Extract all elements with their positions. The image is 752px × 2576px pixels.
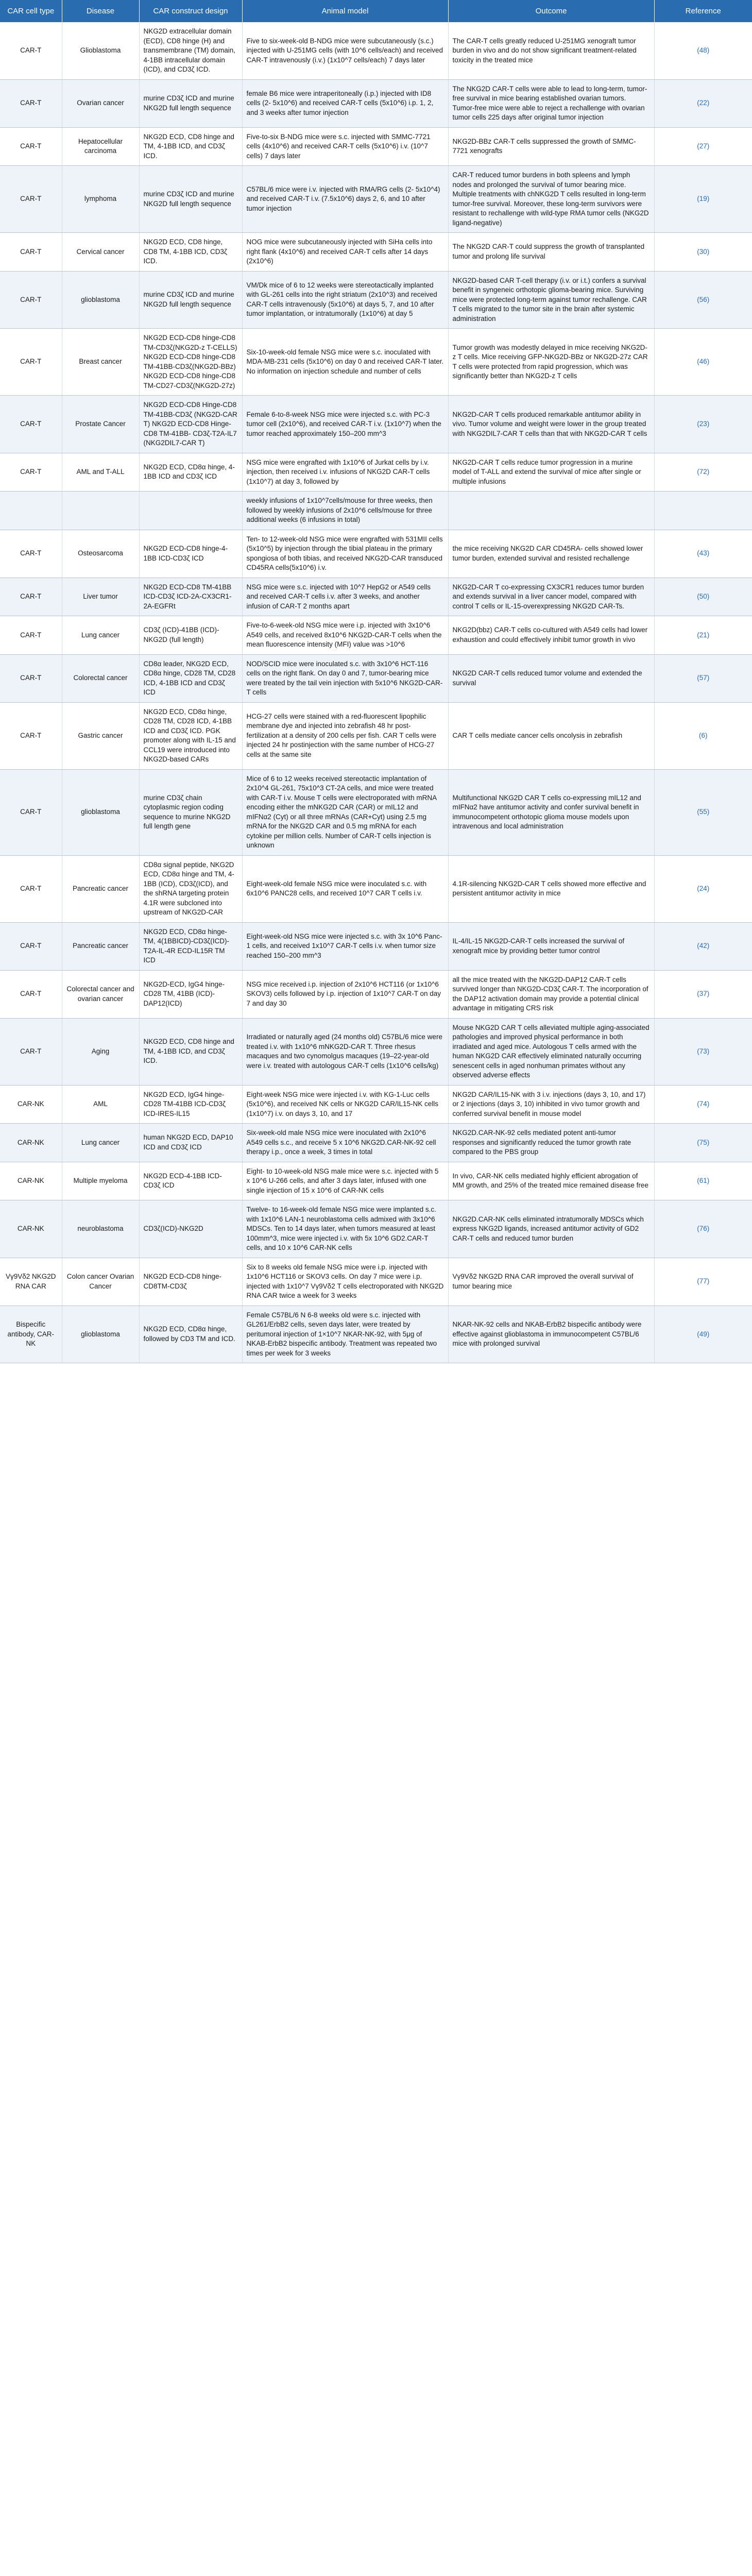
cell-disease: lymphoma — [62, 166, 139, 233]
header-car-construct-design: CAR construct design — [139, 0, 242, 22]
cell-disease: Hepatocellular carcinoma — [62, 127, 139, 166]
table-row — [0, 702, 752, 769]
cell-disease: Glioblastoma — [62, 22, 139, 79]
reference-link[interactable]: (56) — [697, 295, 710, 303]
reference-link[interactable]: (6) — [699, 731, 708, 739]
cell-disease: Breast cancer — [62, 329, 139, 396]
cell-construct-design: NKG2D ECD, CD8α hinge, followed by CD3 TM and ICD. — [139, 1306, 242, 1363]
cell-disease: glioblastoma — [62, 769, 139, 855]
cell-car-type: CAR-T — [0, 578, 62, 616]
cell-reference — [654, 271, 752, 329]
header-disease: Disease — [62, 0, 139, 22]
cell-outcome: NKG2D.CAR-NK cells eliminated intratumorally MDSCs which express NKG2D ligands, increased antitumor activity of GD2 CAR-T cells and reduced tumor burden — [448, 1200, 654, 1258]
cell-construct-design: CD8α signal peptide, NKG2D ECD, CD8α hinge and TM, 4-1BB (ICD), CD3ζ(ICD), and the shRNA targeting protein 4.1R were subcloned into upstream of NKG2D-CAR — [139, 855, 242, 922]
cell-animal-model: Six-10-week-old female NSG mice were s.c. inoculated with MDA-MB-231 cells (5x10^6) on day 0 and received CAR-T later. No information on injection schedule and number of cells — [242, 329, 448, 396]
cell-construct-design: murine CD3ζ ICD and murine NKG2D full length sequence — [139, 271, 242, 329]
table-row — [0, 22, 752, 79]
cell-construct-design: NKG2D ECD, CD8α hinge, CD28 TM, CD28 ICD, 4-1BB ICD and CD3ζ ICD. PGK promoter along with IL-15 and CCL19 were introduced into NKG2D-based CARs — [139, 702, 242, 769]
table-row — [0, 329, 752, 396]
table-row — [0, 1258, 752, 1306]
cell-animal-model: Eight-week-old female NSG mice were inoculated s.c. with 6x10^6 PANC28 cells, and received 10^7 CAR T cells i.v. — [242, 855, 448, 922]
table-row — [0, 127, 752, 166]
cell-car-type: CAR-T — [0, 166, 62, 233]
cell-construct-design: NKG2D ECD-CD8 hinge-4-1BB ICD-CD3ζ ICD — [139, 530, 242, 578]
table-row — [0, 233, 752, 272]
cell-construct-design: NKG2D ECD-CD8 hinge-CD8 TM-CD3ζ(NKG2D-z T-CELLS) NKG2D ECD-CD8 hinge-CD8 TM-41BB-CD3ζ(NKG2D-BBz) NKG2D ECD-CD8 hinge-CD8 TM-CD27-CD3ζ(NKG2D-27z) — [139, 329, 242, 396]
reference-link[interactable]: (42) — [697, 942, 710, 950]
reference-link[interactable]: (46) — [697, 358, 710, 366]
cell-disease: Colorectal cancer — [62, 654, 139, 702]
cell-reference — [654, 1306, 752, 1363]
cell-animal-model: Five to six-week-old B-NDG mice were subcutaneously (s.c.) injected with U-251MG cells (with 10^6 cells/each) and received CAR-T intravenously (i.v.) (1x10^7 cells/each) 7 days later — [242, 22, 448, 79]
cell-disease: Pancreatic cancer — [62, 922, 139, 970]
cell-car-type: CAR-T — [0, 702, 62, 769]
table-row — [0, 271, 752, 329]
reference-link[interactable]: (43) — [697, 549, 710, 557]
cell-animal-model: Twelve- to 16-week-old female NSG mice were implanted s.c. with 1x10^6 LAN-1 neuroblastoma cells admixed with 3x10^6 MDSCs. Ten to 14 days later, when tumors measured at least 100mm^3, mice were injected i.v. with 5x 10^6 GD2.CAR-T cells, and 10 x 10^6 CAR-NK cells — [242, 1200, 448, 1258]
cell-disease: Colorectal cancer and ovarian cancer — [62, 970, 139, 1018]
cell-outcome: NKG2D-CAR T co-expressing CX3CR1 reduces tumor burden and extends survival in a liver cancer model, compared with control T cells or IL-15-overexpressing NKG2D CAR-Ts. — [448, 578, 654, 616]
cell-disease: Prostate Cancer — [62, 396, 139, 453]
cell-car-type: CAR-NK — [0, 1124, 62, 1162]
reference-link[interactable]: (24) — [697, 884, 710, 892]
cell-disease: Lung cancer — [62, 1124, 139, 1162]
header-reference: Reference — [654, 0, 752, 22]
cell-car-type: CAR-T — [0, 1018, 62, 1085]
cell-construct-design: NKG2D ECD, CD8α hinge, 4-1BB ICD and CD3ζ ICD — [139, 453, 242, 492]
cell-reference — [654, 329, 752, 396]
cell-animal-model: female B6 mice were intraperitoneally (i.p.) injected with ID8 cells (2- 5x10^6) and received CAR-T cells (5x10^6) i.p. 1, 2, and 3 weeks after tumor injection — [242, 79, 448, 127]
cell-car-type: Vγ9Vδ2 NKG2D RNA CAR — [0, 1258, 62, 1306]
cell-outcome: NKG2D-CAR T cells reduce tumor progression in a murine model of T-ALL and extend the survival of mice after single or multiple infusions — [448, 453, 654, 492]
cell-construct-design: NKG2D ECD-CD8 hinge-CD8TM-CD3ζ — [139, 1258, 242, 1306]
cell-reference — [654, 166, 752, 233]
reference-link[interactable]: (48) — [697, 46, 710, 54]
table-row — [0, 79, 752, 127]
table-body — [0, 22, 752, 1363]
cell-animal-model: Six to 8 weeks old female NSG mice were i.p. injected with 1x10^6 HCT116 or SKOV3 cells. On day 7 mice were i.p. injected with 1x10^7 Vγ9Vδ2 T cells electroporated with NKG2D RNA CAR twice a week for 3 weeks — [242, 1258, 448, 1306]
cell-construct-design: CD3ζ (ICD)-41BB (ICD)-NKG2D (full length) — [139, 616, 242, 655]
cell-reference — [654, 855, 752, 922]
cell-car-type: CAR-T — [0, 654, 62, 702]
table-row — [0, 166, 752, 233]
cell-car-type: CAR-T — [0, 271, 62, 329]
reference-link[interactable]: (21) — [697, 631, 710, 639]
reference-link[interactable]: (77) — [697, 1277, 710, 1285]
cell-car-type — [0, 492, 62, 530]
cell-animal-model: Five-to-six B-NDG mice were s.c. injected with SMMC-7721 cells (4x10^6) and received CAR-T cells (5x10^6) i.v. (10^7 cells) 7 days later — [242, 127, 448, 166]
cell-construct-design: NKG2D extracellular domain (ECD), CD8 hinge (H) and transmembrane (TM) domain, 4-1BB intracellular domain (ICD), and CD3ζ ICD. — [139, 22, 242, 79]
table-row — [0, 1162, 752, 1200]
cell-animal-model: Eight- to 10-week-old NSG male mice were s.c. injected with 5 x 10^6 U-266 cells, and after 3 days later, infused with one single injection of 15 x 10^6 of CAR-NK cells — [242, 1162, 448, 1200]
cell-car-type: CAR-T — [0, 616, 62, 655]
cell-construct-design — [139, 492, 242, 530]
cell-reference — [654, 1085, 752, 1124]
reference-link[interactable]: (50) — [697, 592, 710, 600]
cell-animal-model: NOG mice were subcutaneously injected with SiHa cells into right flank (4x10^6) and received CAR-T cells after 14 days (2x10^6) — [242, 233, 448, 272]
cell-reference — [654, 922, 752, 970]
cell-car-type: CAR-T — [0, 396, 62, 453]
cell-outcome — [448, 492, 654, 530]
reference-link[interactable]: (19) — [697, 195, 710, 203]
cell-car-type: CAR-T — [0, 329, 62, 396]
cell-animal-model: Irradiated or naturally aged (24 months old) C57BL/6 mice were treated i.v. with 1x10^6 mNKG2D-CAR T. Three rhesus macaques and two cynomolgus macaques (19–22-year-old were i.v. treated with autologous CAR-T cells (1x10^6 cells/kg) — [242, 1018, 448, 1085]
cell-outcome: NKG2D(bbz) CAR-T cells co-cultured with A549 cells had lower exhaustion and could effectively inhibit tumor growth in vivo — [448, 616, 654, 655]
cell-disease: Colon cancer Ovarian Cancer — [62, 1258, 139, 1306]
reference-link[interactable]: (49) — [697, 1330, 710, 1338]
cell-reference — [654, 396, 752, 453]
cell-outcome: In vivo, CAR-NK cells mediated highly efficient abrogation of MM growth, and 25% of the treated mice remained disease free — [448, 1162, 654, 1200]
cell-outcome: all the mice treated with the NKG2D-DAP12 CAR-T cells survived longer than NKG2D-CD3ζ CAR-T. The incorporation of the DAP12 activation domain may provide a potential clinical advantage in mitigating CRS risk — [448, 970, 654, 1018]
cell-animal-model: Female C57BL/6 N 6-8 weeks old were s.c. injected with GL261/ErbB2 cells, seven days later, were treated by peritumoral injection of 1×10^7 NKAR-NK-92, with 5μg of NKAB-ErbB2 bispecific antibody. Treatment was repeated two times per week for 3 weeks — [242, 1306, 448, 1363]
reference-link[interactable]: (57) — [697, 674, 710, 682]
cell-construct-design: NKG2D ECD-CD8 Hinge-CD8 TM-41BB-CD3ζ (NKG2D-CAR T) NKG2D ECD-CD8 Hinge-CD8 TM-41BB- CD3ζ-T2A-IL7 (NKG2DIL7-CAR T) — [139, 396, 242, 453]
cell-animal-model: NSG mice were s.c. injected with 10^7 HepG2 or A549 cells and received CAR-T cells i.v. after 3 weeks, and another infusion of CAR-T 2 months apart — [242, 578, 448, 616]
cell-construct-design: murine CD3ζ ICD and murine NKG2D full length sequence — [139, 166, 242, 233]
cell-reference — [654, 1200, 752, 1258]
table-row — [0, 654, 752, 702]
cell-animal-model: Eight-week-old NSG mice were injected s.c. with 3x 10^6 Panc-1 cells, and received 1x10^7 CAR-T cells i.v. when tumor size reached 150–200 mm^3 — [242, 922, 448, 970]
cell-construct-design: human NKG2D ECD, DAP10 ICD and CD3ζ ICD — [139, 1124, 242, 1162]
cell-car-type: CAR-T — [0, 530, 62, 578]
cell-car-type: CAR-T — [0, 922, 62, 970]
cell-reference — [654, 578, 752, 616]
cell-outcome: the mice receiving NKG2D CAR CD45RA- cells showed lower tumor burden, extended survival and resisted rechallenge — [448, 530, 654, 578]
cell-reference — [654, 616, 752, 655]
cell-disease: AML and T-ALL — [62, 453, 139, 492]
cell-animal-model: weekly infusions of 1x10^7cells/mouse for three weeks, then followed by weekly infusions of 2x10^6 cells/mouse for three additional weeks (6 infusions in total) — [242, 492, 448, 530]
reference-link[interactable]: (61) — [697, 1177, 710, 1184]
cell-disease: Pancreatic cancer — [62, 855, 139, 922]
table-row — [0, 530, 752, 578]
table-row — [0, 1200, 752, 1258]
cell-construct-design: CD3ζ(ICD)-NKG2D — [139, 1200, 242, 1258]
table-row — [0, 1018, 752, 1085]
cell-disease: glioblastoma — [62, 271, 139, 329]
cell-construct-design: NKG2D ECD, CD8 hinge and TM, 4-1BB ICD, and CD3ζ ICD. — [139, 1018, 242, 1085]
table-row — [0, 769, 752, 855]
cell-disease — [62, 492, 139, 530]
cell-disease: Lung cancer — [62, 616, 139, 655]
reference-link[interactable]: (73) — [697, 1047, 710, 1055]
cell-reference — [654, 1124, 752, 1162]
cell-construct-design: NKG2D ECD, CD8α hinge-TM, 4(1BBICD)-CD3ζ(ICD)-T2A-IL-4R ECD-IL15R TM ICD — [139, 922, 242, 970]
cell-disease: Liver tumor — [62, 578, 139, 616]
cell-animal-model: Female 6-to-8-week NSG mice were injected s.c. with PC-3 tumor cell (2x10^6), and received CAR-T i.v. (1x10^7) when the tumor reached approximately 150–200 mm^3 — [242, 396, 448, 453]
cell-reference — [654, 22, 752, 79]
header-animal-model: Animal model — [242, 0, 448, 22]
table-header — [0, 0, 752, 22]
cell-reference — [654, 769, 752, 855]
cell-reference — [654, 702, 752, 769]
cell-animal-model: Ten- to 12-week-old NSG mice were engrafted with 531MII cells (5x10^5) by injection through the tibial plateau in the primary spongiosa of both tibias, and received NKG2D-CAR transduced CD45RA cells(5x10^6) i.v. — [242, 530, 448, 578]
cell-reference — [654, 127, 752, 166]
cell-outcome: Tumor growth was modestly delayed in mice receiving NKG2D-z T cells. Mice receiving GFP-NKG2D-BBz or NKG2D-27z CAR T cells were protected from rapid progression, which was significantly better than NKG2D-z T cells — [448, 329, 654, 396]
table-row — [0, 922, 752, 970]
cell-animal-model: HCG-27 cells were stained with a red-fluorescent lipophilic membrane dye and injected into zebrafish 48 hr post-fertilization at a density of 200 cells per fish. CAR T cells were injected 24 hr postinjection with the same number of HCG-27 cells at the same site — [242, 702, 448, 769]
cell-outcome: Vγ9Vδ2 NKG2D RNA CAR improved the overall survival of tumor bearing mice — [448, 1258, 654, 1306]
cell-animal-model: NOD/SCID mice were inoculated s.c. with 3x10^6 HCT-116 cells on the right flank. On day 0 and 7, tumor-bearing mice were treated by the tail vein injection with 5x10^6 NKG2D-CAR-T cells — [242, 654, 448, 702]
cell-construct-design: NKG2D ECD-CD8 TM-41BB ICD-CD3ζ ICD-2A-CX3CR1-2A-EGFRt — [139, 578, 242, 616]
cell-animal-model: Six-week-old male NSG mice were inoculated with 2x10^6 A549 cells s.c., and receive 5 x 10^6 NKG2D.CAR-NK-92 cell therapy i.p., once a week, 3 times in total — [242, 1124, 448, 1162]
cell-animal-model: NSG mice were engrafted with 1x10^6 of Jurkat cells by i.v. injection, then received i.v. infusions of NKG2D CAR-T cells (1x10^7) at day 3, followed by — [242, 453, 448, 492]
reference-link[interactable]: (75) — [697, 1138, 710, 1146]
cell-car-type: CAR-T — [0, 22, 62, 79]
reference-link[interactable]: (37) — [697, 990, 710, 998]
cell-outcome: NKG2D CAR-T cells reduced tumor volume and extended the survival — [448, 654, 654, 702]
cell-car-type: CAR-NK — [0, 1200, 62, 1258]
table-row — [0, 855, 752, 922]
cell-car-type: CAR-T — [0, 79, 62, 127]
cell-animal-model: VM/Dk mice of 6 to 12 weeks were stereotactically implanted with GL-261 cells into the right striatum (2x10^3) and received CAR-T cells intravenously (5x10^6) at days 5, 7, and 10 after tumor implantation, or intratumorally (1x10^6) at day 5 — [242, 271, 448, 329]
reference-link[interactable]: (76) — [697, 1225, 710, 1232]
cell-outcome: IL-4/IL-15 NKG2D-CAR-T cells increased the survival of xenograft mice by providing better tumor control — [448, 922, 654, 970]
cell-construct-design: murine CD3ζ chain cytoplasmic region coding sequence to murine NKG2D full length gene — [139, 769, 242, 855]
cell-outcome: Multifunctional NKG2D CAR T cells co-expressing mIL12 and mIFNα2 have antitumor activity and confer survival benefit in immunocompetent orthotopic glioma mouse models upon intravenous and local administration — [448, 769, 654, 855]
reference-link[interactable]: (72) — [697, 468, 710, 476]
reference-link[interactable]: (27) — [697, 142, 710, 150]
cell-car-type: CAR-T — [0, 769, 62, 855]
cell-construct-design: NKG2D ECD, CD8 hinge, CD8 TM, 4-1BB ICD, CD3ζ ICD. — [139, 233, 242, 272]
cell-outcome: NKAR-NK-92 cells and NKAB-ErbB2 bispecific antibody were effective against glioblastoma in immunocompetent C57BL/6 mice with prolonged survival — [448, 1306, 654, 1363]
reference-link[interactable]: (55) — [697, 808, 710, 816]
table-row — [0, 1306, 752, 1363]
table-row — [0, 970, 752, 1018]
cell-car-type: CAR-T — [0, 233, 62, 272]
cell-car-type: CAR-T — [0, 855, 62, 922]
cell-reference — [654, 970, 752, 1018]
reference-link[interactable]: (30) — [697, 247, 710, 256]
cell-car-type: CAR-T — [0, 453, 62, 492]
cell-disease: Aging — [62, 1018, 139, 1085]
reference-link[interactable]: (22) — [697, 99, 710, 107]
cell-reference — [654, 654, 752, 702]
table-row — [0, 453, 752, 492]
cell-outcome: The NKG2D CAR-T cells were able to lead to long-term, tumor-free survival in mice bearing established ovarian tumors. Tumor-free mice were able to reject a rechallenge with ovarian tumor cells 225 days after original tumor injection — [448, 79, 654, 127]
cell-construct-design: NKG2D ECD, CD8 hinge and TM, 4-1BB ICD, and CD3ζ ICD. — [139, 127, 242, 166]
cell-disease: Cervical cancer — [62, 233, 139, 272]
cell-outcome: NKG2D-CAR T cells produced remarkable antitumor ability in vivo. Tumor volume and weight were lower in the group treated with NKG2DIL7-CAR T cells than that with NKG2D-CAR T cells — [448, 396, 654, 453]
cell-car-type: CAR-NK — [0, 1162, 62, 1200]
cell-reference — [654, 492, 752, 530]
cell-reference — [654, 1018, 752, 1085]
cell-outcome: The CAR-T cells greatly reduced U-251MG xenograft tumor burden in vivo and do not show significant treatment-related toxicity in the treated mice — [448, 22, 654, 79]
cell-car-type: CAR-T — [0, 127, 62, 166]
cell-disease: glioblastoma — [62, 1306, 139, 1363]
cell-reference — [654, 530, 752, 578]
cell-outcome: NKG2D.CAR-NK-92 cells mediated potent anti-tumor responses and significantly reduced the tumor growth rate compared to the PBS group — [448, 1124, 654, 1162]
table-row — [0, 1124, 752, 1162]
cell-construct-design: NKG2D ECD, IgG4 hinge-CD28 TM-41BB ICD-CD3ζ ICD-IRES-IL15 — [139, 1085, 242, 1124]
header-row — [0, 0, 752, 22]
table-row — [0, 1085, 752, 1124]
cell-outcome: The NKG2D CAR-T could suppress the growth of transplanted tumor and prolong life survival — [448, 233, 654, 272]
cell-reference — [654, 79, 752, 127]
cell-outcome: Mouse NKG2D CAR T cells alleviated multiple aging-associated pathologies and improved physical performance in both irradiated and aged mice. Autologous T cells armed with the human NKG2D CAR effectively eliminated naturally occurring senescent cells in aged nonhuman primates without any observed adverse effects — [448, 1018, 654, 1085]
cell-animal-model: Mice of 6 to 12 weeks received stereotactic implantation of 2x10^4 GL-261, 75x10^3 CT-2A cells, and mice were treated with CAR-T i.v. Mouse T cells were electroporated with mRNA encoding either the mNKG2D CAR (CAR) or mIL12 and mIFNα2 (Cyt) or all three mRNAs (CAR+Cyt) using 2.5 mg mRNA for the NKG2D CAR and 0.5 mg mRNA for each cytokine per million cells. Number of CAR-T cells injection is unknown — [242, 769, 448, 855]
table-row — [0, 396, 752, 453]
cell-reference — [654, 1162, 752, 1200]
table-row — [0, 616, 752, 655]
cell-construct-design: NKG2D ECD-4-1BB ICD-CD3ζ ICD — [139, 1162, 242, 1200]
reference-link[interactable]: (23) — [697, 420, 710, 428]
table-row — [0, 492, 752, 530]
cell-car-type: Bispecific antibody, CAR-NK — [0, 1306, 62, 1363]
cell-construct-design: murine CD3ζ ICD and murine NKG2D full length sequence — [139, 79, 242, 127]
cell-reference — [654, 233, 752, 272]
cell-animal-model: NSG mice received i.p. injection of 2x10^6 HCT116 (or 1x10^6 SKOV3) cells followed by i.p. injection of 1x10^7 CAR-T on day 7 and day 30 — [242, 970, 448, 1018]
cell-disease: Osteosarcoma — [62, 530, 139, 578]
cell-reference — [654, 453, 752, 492]
cell-outcome: CAR-T reduced tumor burdens in both spleens and lymph nodes and prolonged the survival of tumor bearing mice. Multiple treatments with chNKG2D T cells resulted in long-term tumor-free survival. Moreover, these long-term survivors were resistant to rechallenge with wild-type RMA tumor cells (NKG2D ligand-negative) — [448, 166, 654, 233]
header-car-cell-type: CAR cell type — [0, 0, 62, 22]
cell-construct-design: NKG2D-ECD, IgG4 hinge-CD28 TM, 41BB (ICD)-DAP12(ICD) — [139, 970, 242, 1018]
cell-outcome: NKG2D-BBz CAR-T cells suppressed the growth of SMMC-7721 xenografts — [448, 127, 654, 166]
cell-outcome: NKG2D CAR/IL15-NK with 3 i.v. injections (days 3, 10, and 17) or 2 injections (days 3, 10) inhibited in vivo tumor growth and conferred survival benefit in mouse model — [448, 1085, 654, 1124]
cell-car-type: CAR-NK — [0, 1085, 62, 1124]
cell-outcome: 4.1R-silencing NKG2D-CAR T cells showed more effective and persistent antitumor activity in mice — [448, 855, 654, 922]
cell-outcome: CAR T cells mediate cancer cells oncolysis in zebrafish — [448, 702, 654, 769]
cell-animal-model: Five-to-6-week-old NSG mice were i.p. injected with 3x10^6 A549 cells, and received 8x10^6 NKG2D-CAR-T cells when the mean fluorescence intensity (MFI) value was >10^6 — [242, 616, 448, 655]
cell-disease: AML — [62, 1085, 139, 1124]
cell-car-type: CAR-T — [0, 970, 62, 1018]
cell-disease: Gastric cancer — [62, 702, 139, 769]
cell-animal-model: Eight-week NSG mice were injected i.v. with KG-1-Luc cells (5x10^6), and received NK cells or NKG2D CAR/IL15-NK cells (1x10^7) i.v. on days 3, 10, and 17 — [242, 1085, 448, 1124]
cell-reference — [654, 1258, 752, 1306]
reference-link[interactable]: (74) — [697, 1100, 710, 1108]
cell-disease: Multiple myeloma — [62, 1162, 139, 1200]
cell-animal-model: C57BL/6 mice were i.v. injected with RMA/RG cells (2- 5x10^4) and received CAR-T i.v. (7.5x10^6) days 2, 6, and 10 after tumor injection — [242, 166, 448, 233]
cell-construct-design: CD8α leader, NKG2D ECD, CD8α hinge, CD28 TM, CD28 ICD, 4-1BB ICD and CD3ζ ICD — [139, 654, 242, 702]
cell-outcome: NKG2D-based CAR T-cell therapy (i.v. or i.t.) confers a survival benefit in syngeneic orthotopic glioma-bearing mice. Surviving mice were protected long-term against tumor rechallenge. CAR T cells migrated to the tumor site in the brain after systemic administration — [448, 271, 654, 329]
cell-disease: neuroblastoma — [62, 1200, 139, 1258]
table-row — [0, 578, 752, 616]
cell-disease: Ovarian cancer — [62, 79, 139, 127]
header-outcome: Outcome — [448, 0, 654, 22]
